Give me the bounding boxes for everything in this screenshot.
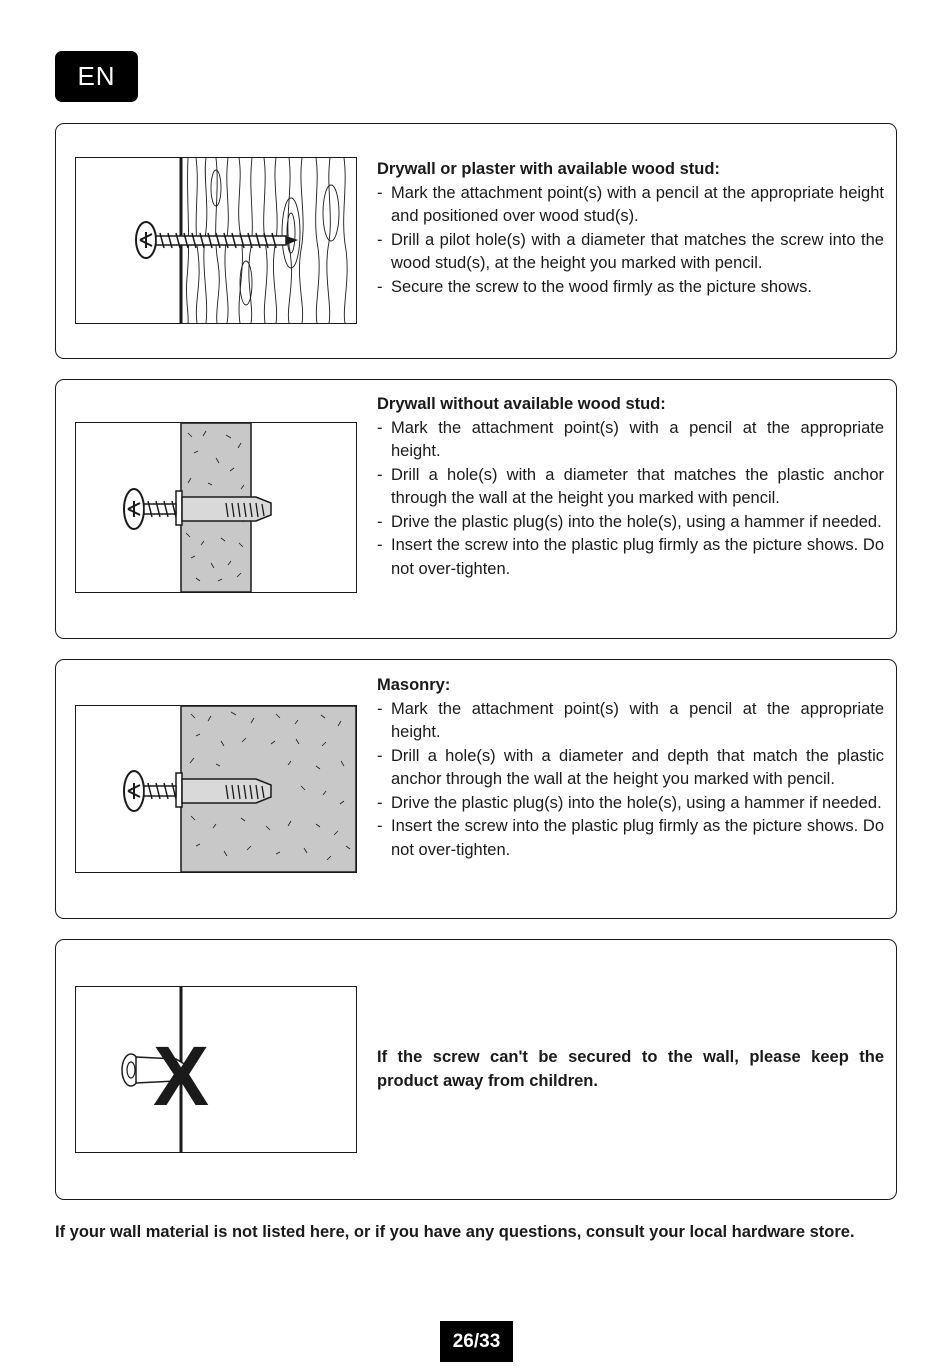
instruction-step: - Drill a hole(s) with a diameter and depth that match the plastic anchor through the wall at the height you marked with pencil. — [377, 745, 884, 792]
section-heading: Drywall or plaster with available wood stud: — [377, 160, 720, 178]
unsecured-anchor-cross-illustration — [75, 986, 357, 1153]
wood-stud-instructions — [377, 158, 884, 299]
drywall-instructions — [377, 393, 884, 581]
footer-note: If your wall material is not listed here, or if you have any questions, consult your local hardware store. — [55, 1223, 855, 1241]
instruction-step: - Drill a pilot hole(s) with a diameter that matches the screw into the wood stud(s), at the height you marked with pencil. — [377, 229, 884, 276]
instruction-step: - Secure the screw to the wood firmly as the picture shows. — [377, 276, 884, 300]
section-heading: Masonry: — [377, 676, 451, 694]
masonry-instructions — [377, 674, 884, 862]
wood-stud-screw-illustration — [75, 157, 357, 324]
instruction-step: - Mark the attachment point(s) with a pencil at the appropriate height. — [377, 417, 884, 464]
instruction-step: - Drill a hole(s) with a diameter that matches the plastic anchor through the wall at the height you marked with pencil. — [377, 464, 884, 511]
instruction-step: - Insert the screw into the plastic plug firmly as the picture shows. Do not over-tighten. — [377, 534, 884, 581]
page-number: 26/33 — [440, 1321, 513, 1362]
instruction-step: - Drive the plastic plug(s) into the hole(s), using a hammer if needed. — [377, 511, 884, 535]
warning-text: If the screw can't be secured to the wall, please keep the product away from children. — [377, 1048, 884, 1090]
instruction-step: - Mark the attachment point(s) with a pencil at the appropriate height. — [377, 698, 884, 745]
instruction-step: - Insert the screw into the plastic plug firmly as the picture shows. Do not over-tighten. — [377, 815, 884, 862]
drywall-anchor-illustration — [75, 422, 357, 593]
instruction-step: - Drive the plastic plug(s) into the hole(s), using a hammer if needed. — [377, 792, 884, 816]
cross-mark-icon: X — [152, 1029, 210, 1123]
instruction-step: - Mark the attachment point(s) with a pencil at the appropriate height and positioned over wood stud(s). — [377, 182, 884, 229]
masonry-anchor-illustration — [75, 705, 357, 873]
section-heading: Drywall without available wood stud: — [377, 395, 666, 413]
language-badge: EN — [55, 51, 138, 102]
